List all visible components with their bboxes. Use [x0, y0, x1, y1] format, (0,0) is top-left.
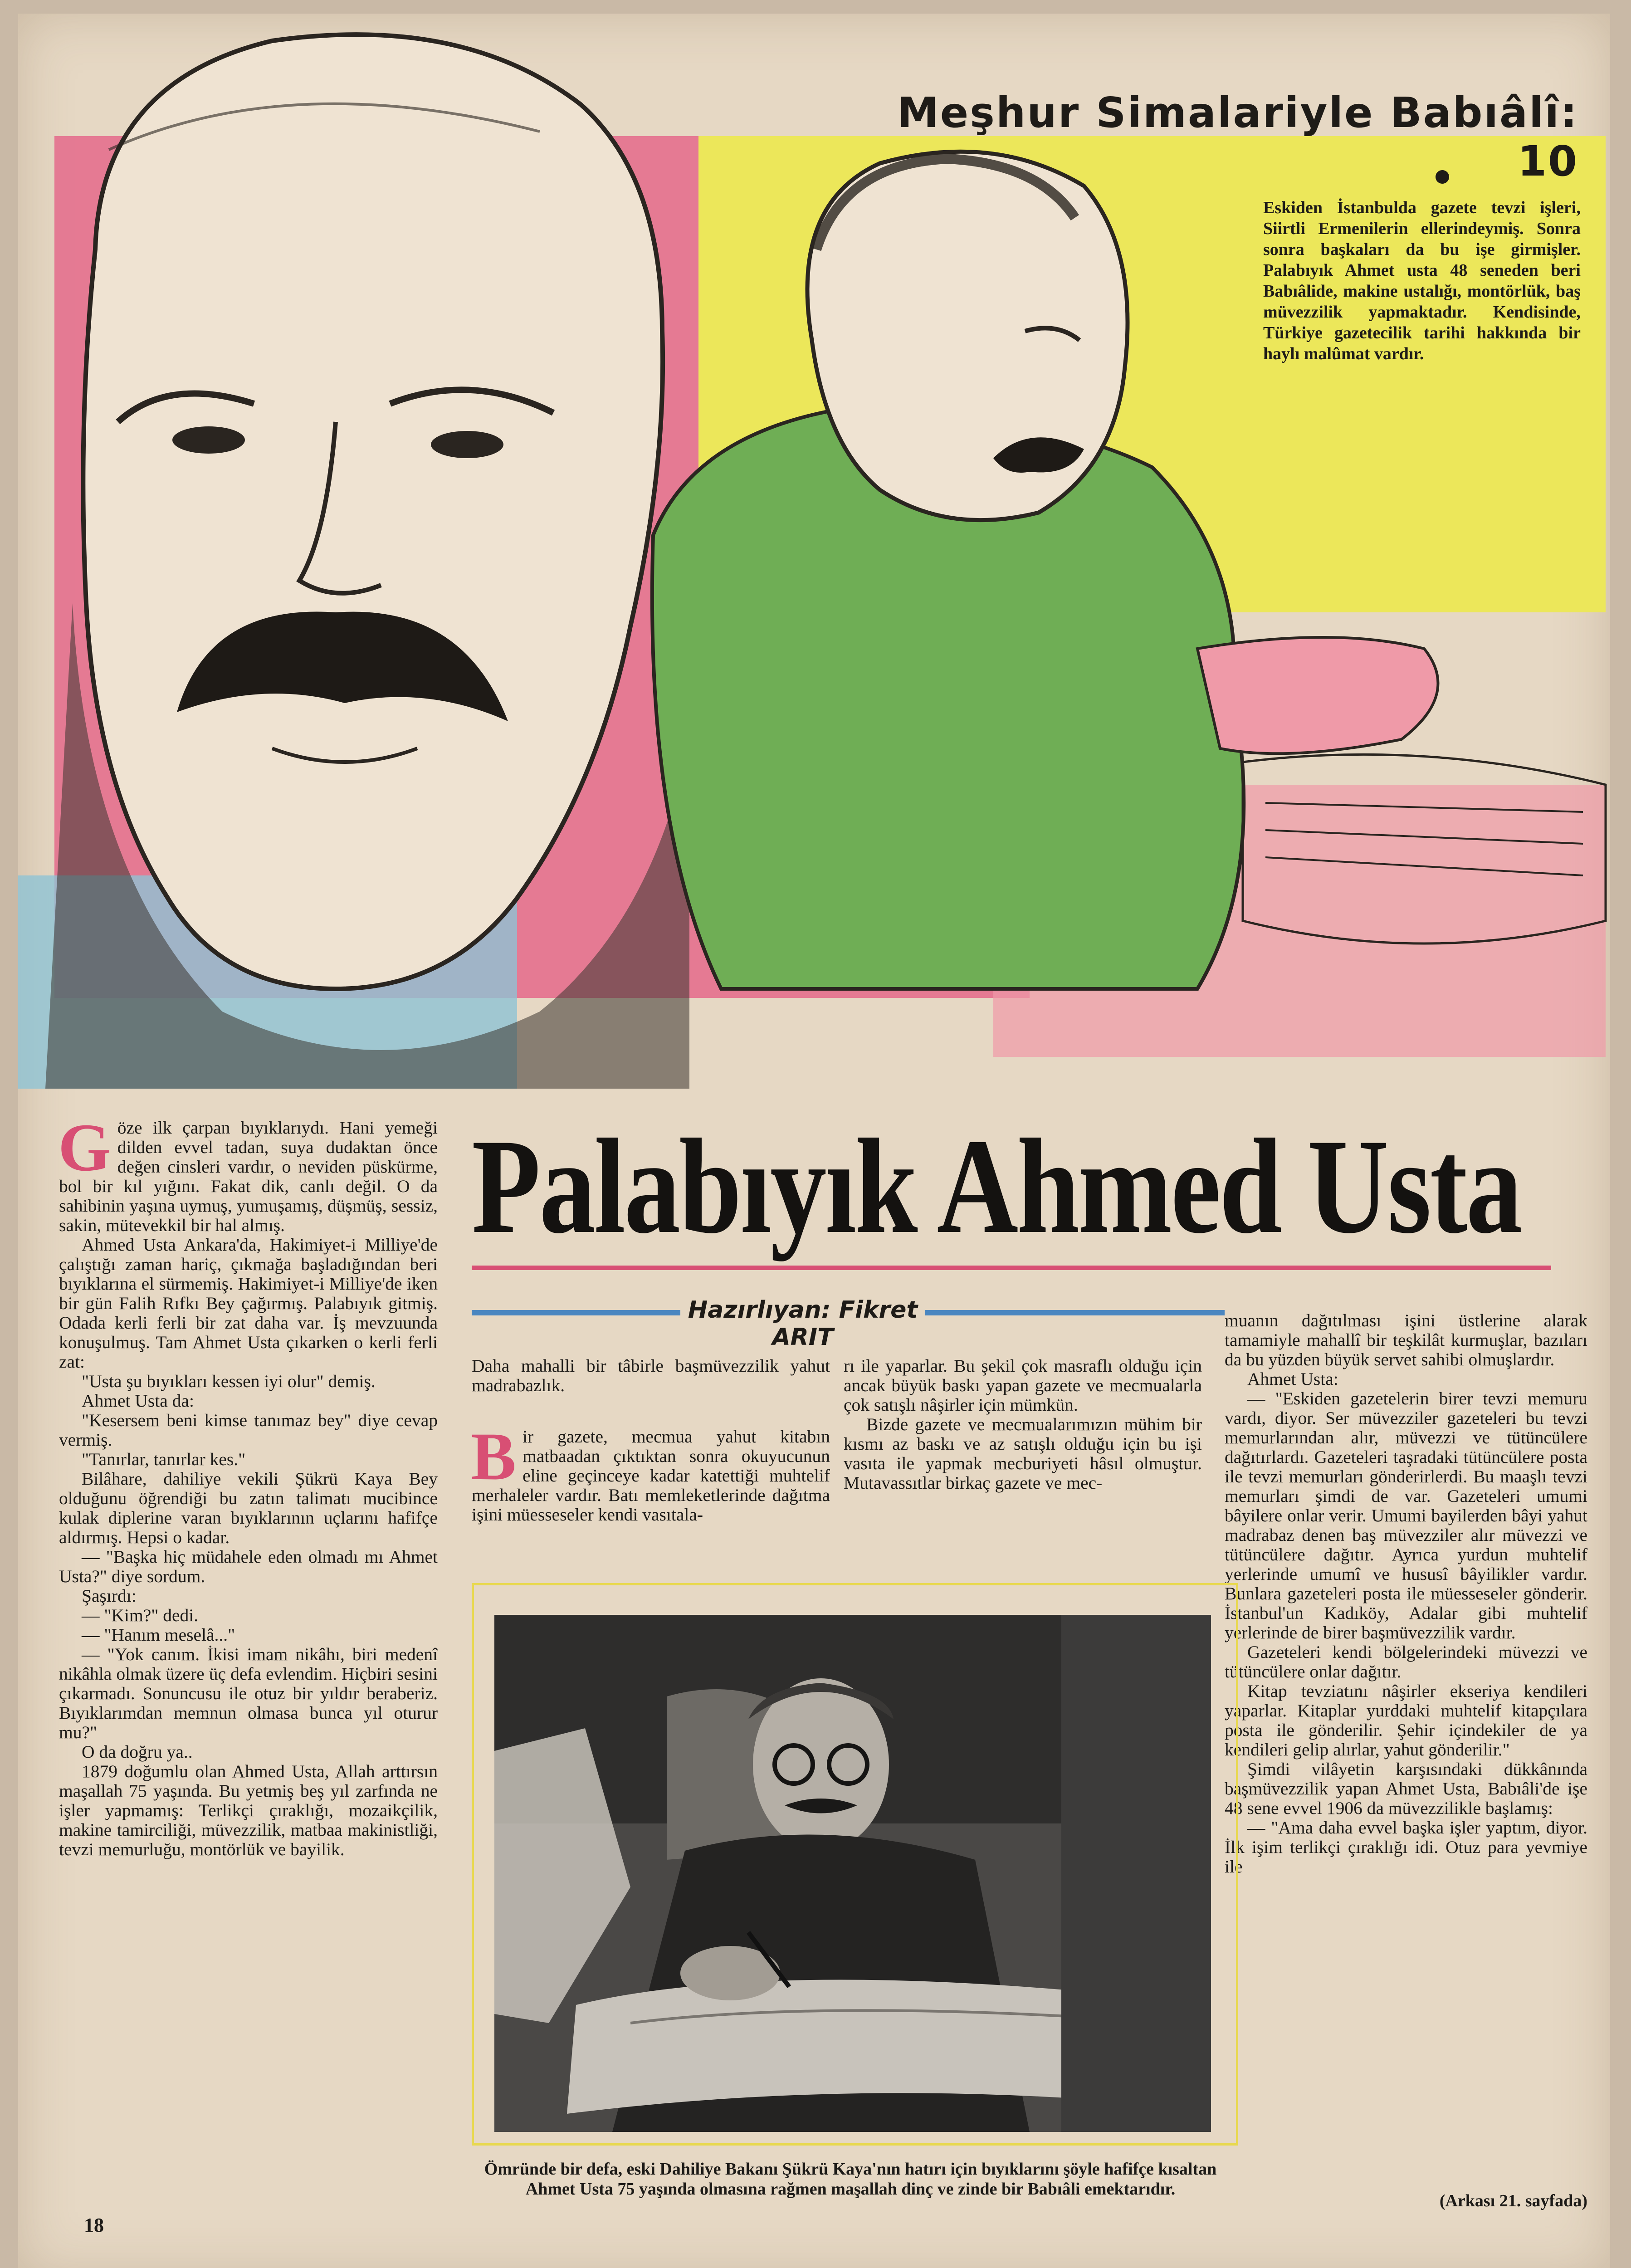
- paragraph: "Usta şu bıyıkları kessen iyi olur" demiş.: [82, 1371, 376, 1391]
- paragraph: — "Yok canım. İkisi imam nikâhı, biri medenî nikâhla olmak üzere üç defa evlendim. Hiçbiri sesini çıkarmadı. Sonuncusu ile otuz bir yıldır beraberiz. Bıyıklarımdan memnun olmasa bunca yıl oturur mu?": [59, 1644, 438, 1742]
- paragraph: — "Hanım meselâ...": [82, 1625, 235, 1645]
- paragraph: Bizde gazete ve mecmualarımızın mühim bir kısmı az baskı ve az satışlı olduğu için bu işi vasıta ile yapmak mecburiyeti hâsıl olmuştur. Mutavassıtlar birkaç gazete ve mec-: [844, 1414, 1202, 1493]
- paragraph: — "Başka hiç müdahele eden olmadı mı Ahmet Usta?" diye sordum.: [59, 1547, 438, 1586]
- bullet-icon: [1436, 170, 1449, 184]
- paragraph: — "Eskiden gazetelerin birer tevzi memuru vardı, diyor. Ser müvezziler gazeteleri bu tevzi memurlarından alır, müvezzi ve tütüncülere dağıtırlardı. Gazeteleri taşradaki tütüncülere posta ile tevzi memurları gönderirlerdi. Bu maaşlı tevzi memurları şimdi de var. Gazeteleri umumi bâyilere onlar verir. Umumi bayilerden bâyi yahut madrabaz denen baş müvezziler alır müvezzi ve tütüncülere dağıtır. Ayrıca yurdun muhtelif yerlerinde umumî ve hususî bâyilikler vardır. Bunlara gazeteleri posta ile müesseseler gönderir. İstanbul'un Kadıköy, Adalar gibi muhtelif yerlerinde de birer başmüvezzilik vardır.: [1225, 1388, 1587, 1642]
- article-column-4: [1225, 1311, 1587, 1877]
- article-column-1: [58, 1110, 438, 1859]
- article-column-3: [844, 1356, 1202, 1493]
- headline: Palabıyık Ahmed Usta: [472, 1111, 1521, 1261]
- paragraph: Bir gazete, mecmua yahut kitabın matbaadan çıktıktan sonra okuyucunun eline geçinceye kadar katettiği muhtelif merhaleler vardır. Batı memleketlerinde dağıtma işini müesseseler kendi vasıtala-: [471, 1419, 830, 1525]
- paragraph: rı ile yaparlar. Bu şekil çok masraflı olduğu için ancak büyük baskı yapan gazete ve mecmualarla çok satışlı nâşirler için mümkün.: [844, 1356, 1202, 1415]
- paragraph: muanın dağıtılması işini üstlerine alarak tamamiyle mahallî bir teşkilât kurmuşlar, bazıları da bu yüzden büyük servet sahibi olmuşlardır.: [1225, 1310, 1587, 1369]
- photo-caption: Ömründe bir defa, eski Dahiliye Bakanı Şükrü Kaya'nın hatırı için bıyıklarını şöyle hafifçe kısaltan Ahmet Usta 75 yaşında olmasına rağmen maşallah dinç ve zinde bir Babıâli emektarıdır.: [484, 2160, 1217, 2199]
- drop-cap: B: [471, 1419, 517, 1494]
- headline-underline: [472, 1266, 1551, 1270]
- illustration: [18, 14, 1610, 1089]
- paragraph: "Kesersem beni kimse tanımaz bey" diye cevap vermiş.: [59, 1410, 438, 1450]
- byline-rule-right: [925, 1310, 1225, 1315]
- drop-cap: G: [58, 1110, 111, 1185]
- paragraph: Bilâhare, dahiliye vekili Şükrü Kaya Bey olduğunu öğrendiği bu zatın talimatı mucibince kulak diplerine varan bıyıklarının uçlarını hafifçe aldırmış. Hepsi o kadar.: [59, 1469, 438, 1547]
- page-number: 18: [84, 2214, 104, 2236]
- paragraph: Şimdi vilâyetin karşısındaki dükkânında başmüvezzilik yapan Ahmet Usta, Babıâli'de işe 48 sene evvel 1906 da müvezzilikle başlamış:: [1225, 1759, 1587, 1818]
- paragraph: Şaşırdı:: [82, 1586, 137, 1606]
- paragraph: Kitap tevziatını nâşirler ekseriya kendileri yaparlar. Kitaplar yurddaki muhtelif kitapçılara posta ile gönderilir. Şehir içindekiler de ya kendileri gelip alırlar, yahut gönderilir.": [1225, 1681, 1587, 1760]
- paragraph: — "Ama daha evvel başka işler yaptım, diyor. İlk işim terlikçi çıraklığı idi. Otuz para yevmiye ile: [1225, 1818, 1587, 1877]
- photograph: [494, 1615, 1211, 2132]
- intro-paragraph: Eskiden İstanbulda gazete tevzi işleri, Siirtli Ermenilerin ellerindeymiş. Sonra sonra başkaları da bu işe girmişler. Palabıyık Ahmet usta 48 seneden beri Babıâlide, makine ustalığı, montörlük, baş müvezzilik yapmaktadır. Kendisinde, Türkiye gazetecilik tarihi hakkında bir haylı malûmat vardır.: [1263, 198, 1581, 363]
- paragraph: O da doğru ya..: [82, 1742, 193, 1762]
- byline-rule-left: [472, 1310, 680, 1315]
- paragraph: 1879 doğumlu olan Ahmed Usta, Allah arttırsın maşallah 75 yaşında. Bu yetmiş beş yıl zarfında ne işler yapmamış: Terlikçi çıraklığı, mozaikçilik, makine tamirciliği, müvezzilik, matbaa makinistliği, tevzi memurluğu, montörlük ve bayilik.: [59, 1761, 438, 1859]
- paragraph: Ahmet Usta:: [1247, 1369, 1338, 1389]
- byline: Hazırlıyan: Fikret ARIT: [688, 1296, 918, 1351]
- article-column-2: [472, 1356, 830, 1525]
- paragraph: Ahmet Usta da:: [82, 1391, 194, 1411]
- continued-note: (Arkası 21. sayfada): [1439, 2191, 1587, 2210]
- large-face-sketch: [45, 34, 689, 1089]
- magazine-page: [18, 14, 1610, 2268]
- paragraph: Ahmed Usta Ankara'da, Hakimiyet-i Milliye'de çalıştığı zaman hariç, çıkmağa başladığından beri bıyıklarına el sürmemiş. Hakimiyet-i Milliye'de iken bir gün Falih Rıfkı Bey çağırmış. Palabıyık gitmiş. Odada kerli ferli bir zat daha var. İş mevzuunda konuşulmuş. Tam Ahmet Usta çıkarken o kerli ferli zat:: [59, 1235, 438, 1372]
- paragraph: Göze ilk çarpan bıyıklarıydı. Hani yemeği dilden evvel tadan, suya dudaktan önce değen cinsleri vardır, o neviden püskürme, bol bir kıl yığını. Fakat dik, canlı değil. O da sahibinin yaşına uymuş, yumuşamış, düşmüş, sessiz, sakin, mütevekkil bir hal almış.: [58, 1110, 438, 1235]
- lead-paragraph: Daha mahalli bir tâbirle başmüvezzilik yahut madrabazlık.: [472, 1356, 830, 1395]
- paragraph: — "Kim?" dedi.: [82, 1605, 199, 1625]
- series-title: Meşhur Simalariyle Babıâlî: 10: [897, 88, 1578, 186]
- paragraph: "Tanırlar, tanırlar kes.": [82, 1449, 246, 1469]
- photo-man-reading: [494, 1615, 1211, 2132]
- paragraph: Gazeteleri kendi bölgelerindeki müvezzi ve tütüncülere onlar dağıtır.: [1225, 1642, 1587, 1681]
